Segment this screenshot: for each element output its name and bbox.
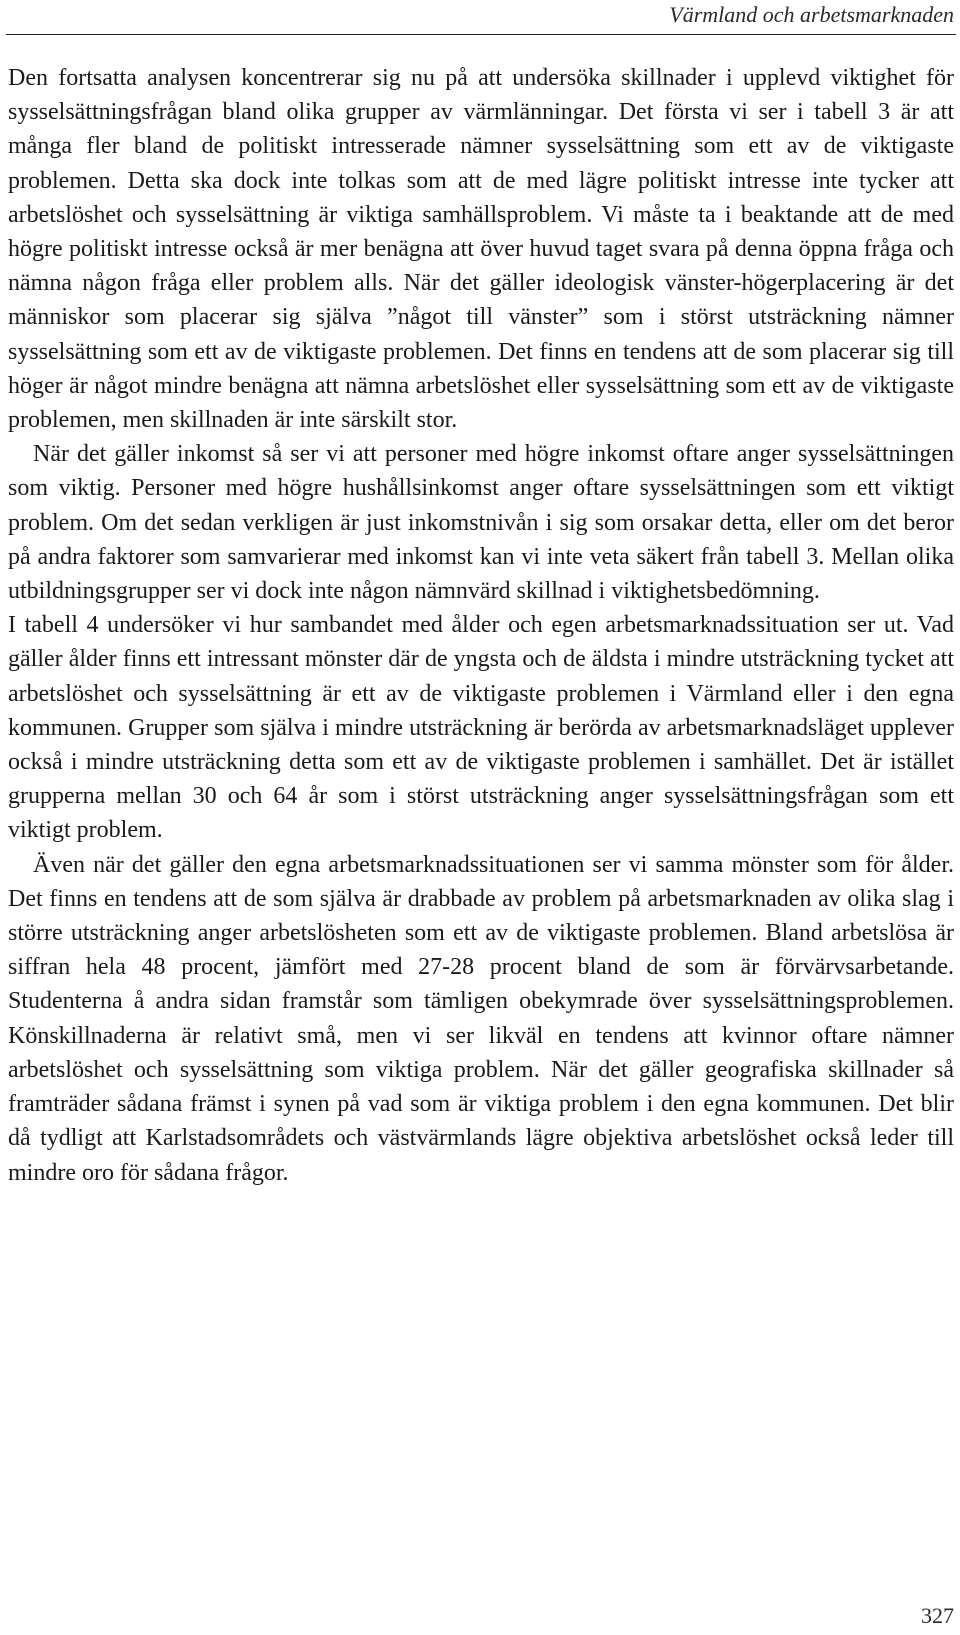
header-rule bbox=[6, 34, 956, 35]
paragraph-4: Även när det gäller den egna arbetsmarknadssituationen ser vi samma mönster som för ålder. Det finns en tendens att de som själva är drabbade av problem på arbetsmarknaden av olika slag i större utsträckning anger arbetslösheten som ett av de viktigaste problemen. Bland arbetslösa är siffran hela 48 procent, jämfört med 27-28 procent bland de som är förvärvsarbetande. Studenterna å andra sidan framstår som tämligen obekymrade över sysselsättningsproblemen. Könskillnaderna är relativt små, men vi ser likväl en tendens att kvinnor oftare nämner arbetslöshet och sysselsättning som viktiga problem. När det gäller geografiska skillnader så framträder sådana främst i synen på vad som är viktiga problem i den egna kommunen. Det blir då tydligt att Karlstadsområdets och västvärmlands lägre objektiva arbetslöshet också leder till mindre oro för sådana frågor. bbox=[8, 851, 954, 1186]
page-number: 327 bbox=[921, 1603, 954, 1628]
body-text bbox=[8, 61, 954, 1190]
paragraph-3: I tabell 4 undersöker vi hur sambandet med ålder och egen arbetsmarknadssituation ser ut. Vad gäller ålder finns ett intressant mönster där de yngsta och de äldsta i mindre utsträckning tycket att arbetslöshet och sysselsättning är ett av de viktigaste problemen i Värmland eller i den egna kommunen. Grupper som själva i mindre utsträckning är berörda av arbetsmarknadsläget upplever också i mindre utsträckning detta som ett av de viktigaste problemen i samhället. Det är istället grupperna mellan 30 och 64 år som i störst utsträckning anger sysselsättningsfrågan som ett viktigt problem. bbox=[8, 612, 954, 844]
paragraph-2: När det gäller inkomst så ser vi att personer med högre inkomst oftare anger sysselsättningen som viktig. Personer med högre hushållsinkomst anger oftare sysselsättningen som ett viktigt problem. Om det sedan verkligen är just inkomstnivån i sig som orsakar detta, eller om det beror på andra faktorer som samvarierar med inkomst kan vi inte veta säkert från tabell 3. Mellan olika utbildningsgrupper ser vi dock inte någon nämnvärd skillnad i viktighetsbedömning. bbox=[8, 441, 954, 605]
paragraph-1: Den fortsatta analysen koncentrerar sig nu på att undersöka skillnader i upplevd viktighet för sysselsättningsfrågan bland olika grupper av värmlänningar. Det första vi ser i tabell 3 är att många fler bland de politiskt intresserade nämner sysselsättning som ett av de viktigaste problemen. Detta ska dock inte tolkas som att de med lägre politiskt intresse inte tycker att arbetslöshet och sysselsättning är viktiga samhällsproblem. Vi måste ta i beaktande att de med högre politiskt intresse också är mer benägna att över huvud taget svara på denna öppna fråga och nämna någon fråga eller problem alls. När det gäller ideologisk vänster-högerplacering är det människor som placerar sig själva ”något till vänster” som i störst utsträckning nämner sysselsättning som ett av de viktigaste problemen. Det finns en tendens att de som placerar sig till höger är något mindre benägna att nämna arbetslöshet eller sysselsättning som ett av de viktigaste problemen, men skillnaden är inte särskilt stor. bbox=[8, 65, 954, 434]
running-header: Värmland och arbetsmarknaden bbox=[669, 2, 954, 27]
